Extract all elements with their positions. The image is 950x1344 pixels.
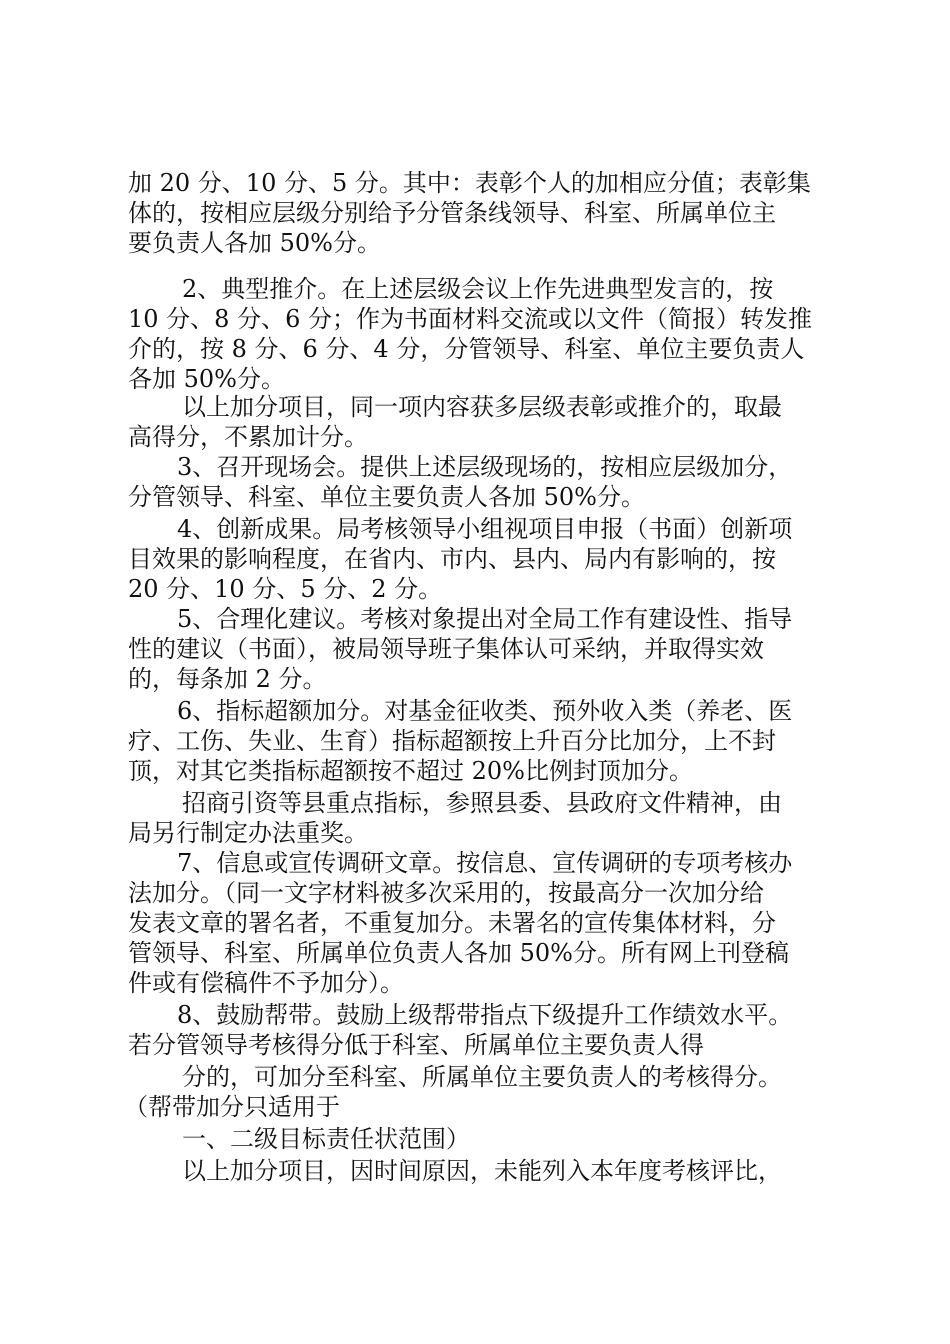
text-line: 件或有偿稿件不予加分）。 bbox=[128, 969, 404, 997]
text-line: 管领导、科室、所属单位负责人各加 50%分。所有网上刊登稿 bbox=[128, 939, 789, 967]
text-line: 的，每条加 2 分。 bbox=[128, 665, 327, 693]
text-line: 招商引资等县重点指标，参照县委、县政府文件精神，由 bbox=[182, 789, 782, 817]
text-line: 疗、工伤、失业、生育）指标超额按上升百分比加分，上不封 bbox=[128, 727, 776, 755]
text-line: 体的，按相应层级分别给予分管条线领导、科室、所属单位主 bbox=[128, 199, 776, 227]
text-line: 顶，对其它类指标超额按不超过 20%比例封顶加分。 bbox=[128, 757, 693, 785]
text-line: 8、鼓励帮带。鼓励上级帮带指点下级提升工作绩效水平。 bbox=[177, 1001, 793, 1029]
text-line: 若分管领导考核得分低于科室、所属单位主要负责人得 bbox=[128, 1031, 704, 1059]
text-line: 10 分、8 分、6 分；作为书面材料交流或以文件（简报）转发推 bbox=[128, 305, 812, 333]
text-line: 20 分、10 分、5 分、2 分。 bbox=[128, 575, 443, 603]
text-line: 以上加分项目，同一项内容获多层级表彰或推介的，取最 bbox=[182, 393, 782, 421]
text-line: 加 20 分、10 分、5 分。其中：表彰个人的加相应分值；表彰集 bbox=[128, 169, 811, 197]
text-line: 法加分。（同一文字材料被多次采用的，按最高分一次加分给 bbox=[128, 879, 764, 907]
text-line: 介的，按 8 分、6 分、4 分，分管领导、科室、单位主要负责人 bbox=[128, 335, 805, 363]
text-line: 目效果的影响程度，在省内、市内、县内、局内有影响的，按 bbox=[128, 545, 776, 573]
text-line: 4、创新成果。局考核领导小组视项目申报（书面）创新项 bbox=[177, 515, 793, 543]
text-line: 分的，可加分至科室、所属单位主要负责人的考核得分。 bbox=[182, 1063, 782, 1091]
text-line: 以上加分项目，因时间原因，未能列入本年度考核评比， bbox=[182, 1157, 782, 1185]
text-line: 局另行制定办法重奖。 bbox=[128, 819, 368, 847]
text-line: 分管领导、科室、单位主要负责人各加 50%分。 bbox=[128, 483, 645, 511]
text-line: 高得分，不累加计分。 bbox=[128, 423, 368, 451]
text-line: 3、召开现场会。提供上述层级现场的，按相应层级加分， bbox=[177, 453, 793, 481]
text-line: 各加 50%分。 bbox=[128, 365, 285, 393]
text-line: 7、信息或宣传调研文章。按信息、宣传调研的专项考核办 bbox=[177, 849, 793, 877]
text-line: 5、合理化建议。考核对象提出对全局工作有建设性、指导 bbox=[177, 605, 793, 633]
text-line: 一、二级目标责任状范围） bbox=[182, 1125, 470, 1153]
text-line: 要负责人各加 50%分。 bbox=[128, 229, 381, 257]
text-line: （帮带加分只适用于 bbox=[124, 1093, 340, 1121]
text-line: 6、指标超额加分。对基金征收类、预外收入类（养老、医 bbox=[177, 697, 793, 725]
text-line: 性的建议（书面），被局领导班子集体认可采纳，并取得实效 bbox=[128, 635, 764, 663]
text-line: 2、典型推介。在上述层级会议上作先进典型发言的，按 bbox=[182, 275, 774, 303]
text-line: 发表文章的署名者，不重复加分。未署名的宣传集体材料，分 bbox=[128, 909, 776, 937]
